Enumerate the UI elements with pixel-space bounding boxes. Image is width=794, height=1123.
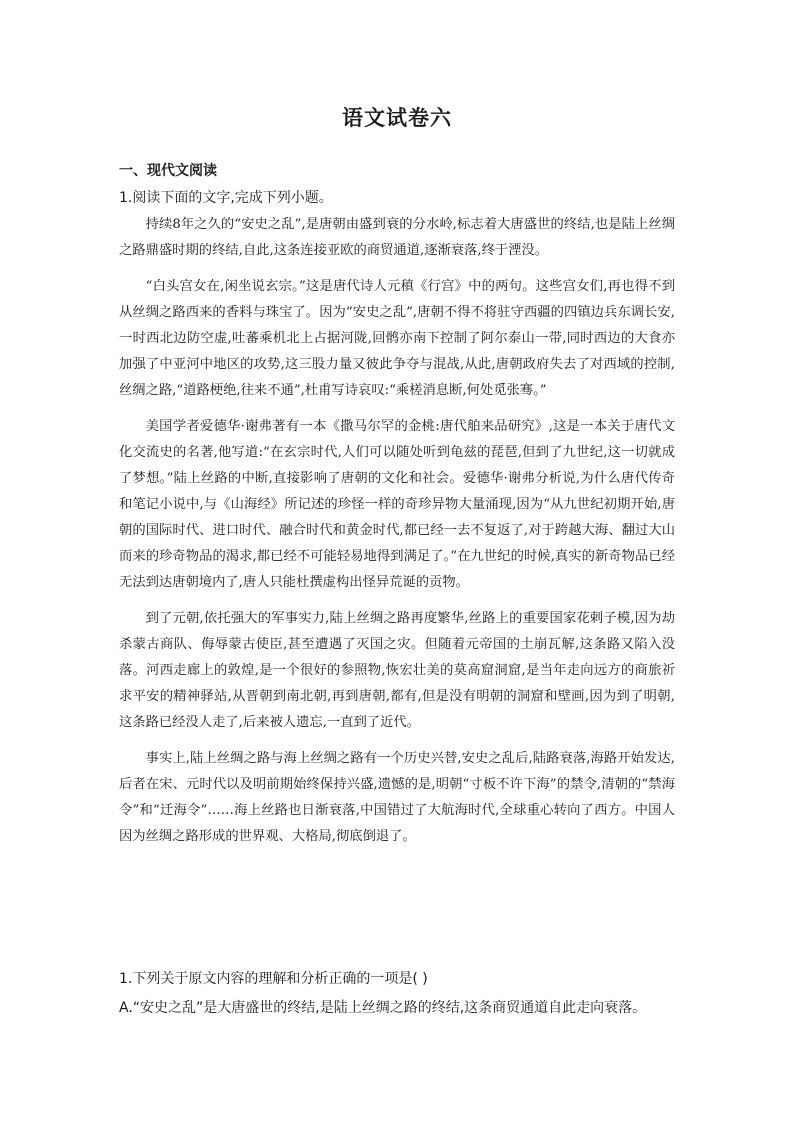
reading-instruction: 1.阅读下面的文字,完成下列小题。 <box>119 190 333 206</box>
passage-paragraph: 美国学者爱德华·谢弗著有一本《撒马尔罕的金桃:唐代舶来品研究》,这是一本关于唐代文化交流史的名著,他写道:“在玄宗时代,人们可以随处听到龟兹的琵琶,但到了九世纪,这一切就成了梦想。”陆上丝路的中断,直接影响了唐朝的文化和社会。爱德华·谢弗分析说,为什么唐代传奇和笔记小说中,与《山海经》所记述的珍怪一样的奇珍异物大量涌现,因为“从九世纪初期开始,唐朝的国际时代、进口时代、融合时代和黄金时代,都已经一去不复返了,对于跨越大海、翻过大山而来的珍奇物品的渴求,都已经不可能轻易地得到满足了。”在九世纪的时候,真实的新奇物品已经无法到达唐朝境内了,唐人只能杜撰虚构出怪异荒诞的贡物。 <box>119 419 675 590</box>
question-stem: 1.下列关于原文内容的理解和分析正确的一项是( ) <box>119 971 428 987</box>
answer-option-a: A.“安史之乱”是大唐盛世的终结,是陆上丝绸之路的终结,这条商贸通道自此走向衰落。 <box>119 1000 647 1016</box>
section-heading: 一、现代文阅读 <box>119 163 217 179</box>
passage-paragraph: 到了元朝,依托强大的军事实力,陆上丝绸之路再度繁华,丝路上的重要国家花剌子模,因为劫杀蒙古商队、侮辱蒙古使臣,甚至遭遇了灭国之灾。但随着元帝国的土崩瓦解,这条路又陷入没落。河西走廊上的敦煌,是一个很好的参照物,恢宏壮美的莫高窟洞窟,是当年走向远方的商旅祈求平安的精神驿站,从晋朝到南北朝,再到唐朝,都有,但是没有明朝的洞窟和壁画,因为到了明朝,这条路已经没人走了,后来被人遗忘,一直到了近代。 <box>119 611 675 730</box>
passage-paragraph: “白头宫女在,闲坐说玄宗。”这是唐代诗人元稹《行宫》中的两句。这些宫女们,再也得不到从丝绸之路西来的香料与珠宝了。因为“安史之乱”,唐朝不得不将驻守西疆的四镇边兵东调长安,一时西北边防空虚,吐蕃乘机北上占据河陇,回鹘亦南下控制了阿尔泰山一带,同时西边的大食亦加强了中亚河中地区的攻势,这三股力量又彼此争夺与混战,从此,唐朝政府失去了对西域的控制,丝绸之路,“道路梗绝,往来不通”,杜甫写诗哀叹:“乘槎消息断,何处觅张骞。” <box>119 279 675 398</box>
passage-paragraph: 持续8年之久的“安史之乱”,是唐朝由盛到衰的分水岭,标志着大唐盛世的终结,也是陆上丝绸之路鼎盛时期的终结,自此,这条连接亚欧的商贸通道,逐渐衰落,终于湮没。 <box>119 217 675 258</box>
passage-paragraph: 事实上,陆上丝绸之路与海上丝绸之路有一个历史兴替,安史之乱后,陆路衰落,海路开始发达,后者在宋、元时代以及明前期始终保持兴盛,遗憾的是,明朝“寸板不许下海”的禁令,清朝的“禁海令”和“迁海令”……海上丝路也日渐衰落,中国错过了大航海时代,全球重心转向了西方。中国人因为丝绸之路形成的世界观、大格局,彻底倒退了。 <box>119 751 675 844</box>
page-title: 语文试卷六 <box>342 105 452 130</box>
reading-passage <box>119 212 675 860</box>
